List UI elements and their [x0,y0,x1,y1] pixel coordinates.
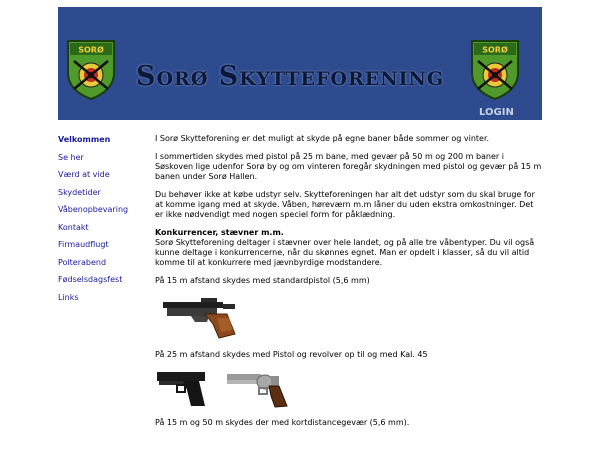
sidebar-item-vaerd-at-vide[interactable]: Værd at vide [58,170,110,179]
sidebar-item-skydetider[interactable]: Skydetider [58,187,101,197]
sidebar-item-firmaudflugt[interactable]: Firmaudflugt [58,240,109,249]
site-title: Sorø Skytteforening [136,61,445,92]
svg-text:SORØ: SORØ [78,45,104,55]
caption-standard-pistol: På 15 m afstand skydes med standardpistol (5,6 mm) [155,276,370,285]
sidebar-item-velkommen[interactable]: Velkommen [58,135,111,144]
semi-auto-pistol-image [155,368,211,408]
header-banner [58,7,542,120]
competitions-section [155,228,543,268]
sidebar-item-links[interactable]: Links [58,292,79,302]
competitions-heading: Konkurrencer, stævner m.m. [155,228,284,237]
sidebar-item-polterabend[interactable]: Polterabend [58,257,107,267]
svg-text:SORØ: SORØ [482,45,508,55]
sidebar-item-se-her[interactable]: Se her [58,152,84,162]
equipment-paragraph: Du behøver ikke at købe udstyr selv. Skytteforeningen har alt det udstyr som du skal bruge for at komme igang med at skyde. Våben, høreværn m.m låner du uden ekstra omkostninger. Det er ikke nødvendigt med nogen speciel form for påklædning. [155,190,535,219]
revolver-image [225,368,291,408]
handgun-images [155,368,543,408]
sidebar-item-fodselsdagsfest[interactable]: Fødselsdagsfest [58,275,123,284]
main-content [155,134,543,436]
club-logo-icon [468,37,522,101]
caption-pistol-revolver: På 25 m afstand skydes med Pistol og revolver op til og med Kal. 45 [155,350,428,359]
caption-rifle: På 15 m og 50 m skydes der med kortdistancegevær (5,6 mm). [155,418,410,427]
intro-paragraph: I Sorø Skytteforening er det muligt at skyde på egne baner både sommer og vinter. [155,134,490,143]
standard-pistol-image [161,294,245,340]
competitions-paragraph: Sorø Skytteforening deltager i stævner over hele landet, og på alle tre våbentyper. Du vil også kunne deltage i konkurrencerne, når du skønnes egnet. Man er opdelt i klasser, så du vil altid komme til at konkurrere med jævnbyrdige modstandere. [155,238,535,267]
summer-paragraph: I sommertiden skydes med pistol på 25 m bane, med gevær på 50 m og 200 m baner i Søskoven lige udenfor Sorø by og om vinteren foregår skydningen med pistol og gevær på 15 m banen under Sorø Hallen. [155,152,542,181]
sidebar-item-vabenopbevaring[interactable]: Våbenopbevaring [58,205,129,214]
club-logo-icon [64,37,118,101]
login-link[interactable]: LOGIN [479,107,514,118]
sidebar-item-kontakt[interactable]: Kontakt [58,222,89,232]
sidebar-nav [58,134,150,309]
